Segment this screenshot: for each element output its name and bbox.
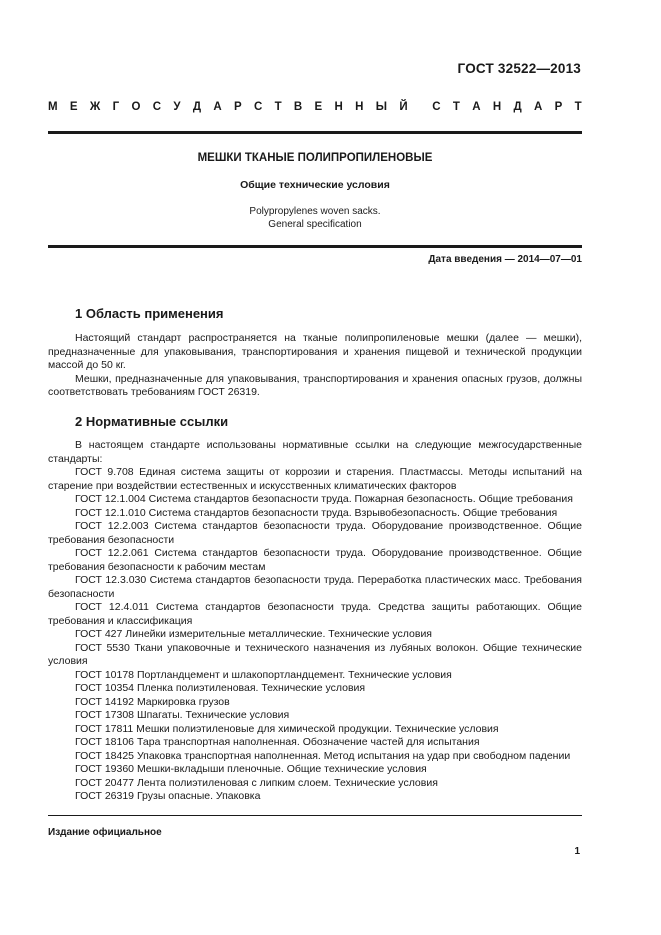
reference-item: ГОСТ 14192 Маркировка грузов [75, 695, 230, 708]
english-title [48, 206, 582, 231]
section-heading: 2 Нормативные ссылки [75, 414, 229, 429]
section-heading: 1 Область применения [75, 306, 224, 321]
document-title: МЕШКИ ТКАНЫЕ ПОЛИПРОПИЛЕНОВЫЕ [197, 152, 433, 164]
banner-letter: Е [314, 101, 323, 113]
banner-letter: Р [233, 101, 242, 113]
reference-item: ГОСТ 20477 Лента полиэтиленовая с липким слоем. Технические условия [75, 776, 438, 789]
document-subtitle: Общие технические условия [240, 179, 390, 191]
banner-letter: Н [492, 101, 502, 113]
banner-letter: Е [69, 101, 78, 113]
paragraph: Настоящий стандарт распространяется на тканые полипропиленовые мешки (далее — мешки), предназначенные для упаковывания, транспортирования и хранения пищевой и технической продукции массой до 50 кг. [48, 332, 582, 371]
reference-item: ГОСТ 12.4.011 Система стандартов безопасности труда. Средства защиты работающих. Общие требования и классификация [48, 601, 582, 627]
reference-item: ГОСТ 26319 Грузы опасные. Упаковка [75, 790, 261, 802]
reference-item: ГОСТ 17811 Мешки полиэтиленовые для химической продукции. Технические условия [75, 722, 499, 735]
reference-item: ГОСТ 17308 Шпагаты. Технические условия [75, 709, 290, 721]
banner-letter: А [213, 101, 222, 113]
banner-letter: Ж [89, 101, 101, 113]
section-body [48, 439, 582, 804]
banner-letter: Н [334, 101, 343, 113]
banner-letter: В [293, 101, 303, 113]
reference-item: ГОСТ 12.1.004 Система стандартов безопасности труда. Пожарная безопасность. Общие требования [75, 493, 573, 505]
reference-item: ГОСТ 10354 Пленка полиэтиленовая. Технические условия [75, 682, 366, 694]
banner-letter: Г [112, 101, 120, 113]
reference-item: ГОСТ 10178 Портландцемент и шлакопортландцемент. Технические условия [75, 668, 452, 681]
paragraph: Мешки, предназначенные для упаковывания, транспортирования и хранения опасных грузов, должны соответствовать требованиям ГОСТ 26319. [48, 372, 582, 398]
reference-item: ГОСТ 18425 Упаковка транспортная наполненная. Метод испытания на удар при свободном падении [75, 749, 571, 762]
english-title-line: General specification [268, 218, 362, 230]
section-body [48, 332, 582, 400]
banner-letter: Т [274, 101, 282, 113]
banner-letter: Р [554, 101, 563, 113]
page-number: 1 [574, 846, 580, 857]
reference-item: ГОСТ 12.1.010 Система стандартов безопасности труда. Взрывобезопасность. Общие требования [75, 506, 558, 519]
banner-letter: Т [574, 101, 582, 113]
reference-item: ГОСТ 18106 Тара транспортная наполненная. Обозначение частей для испытания [75, 736, 480, 748]
banner-letter: Д [513, 101, 522, 113]
top-divider [48, 131, 582, 134]
reference-item: ГОСТ 12.3.030 Система стандартов безопасности труда. Переработка пластических масс. Требования безопасности [48, 574, 582, 600]
banner-letter: С [432, 101, 441, 113]
banner-letter: С [253, 101, 263, 113]
banner-letter: Ы [375, 101, 388, 113]
footer-divider [48, 815, 582, 816]
official-edition-label: Издание официальное [48, 827, 162, 838]
banner-letter: Н [355, 101, 364, 113]
banner-letter: У [173, 101, 181, 113]
banner-letter: Т [452, 101, 460, 113]
gost-code: ГОСТ 32522—2013 [457, 61, 581, 76]
banner-letter: А [533, 101, 543, 113]
banner-letter: О [131, 101, 141, 113]
introduction-date: Дата введения — 2014—07—01 [428, 254, 582, 265]
banner-letter: А [472, 101, 481, 113]
interstate-standard-banner [48, 101, 582, 113]
reference-item: ГОСТ 9.708 Единая система защиты от коррозии и старения. Пластмассы. Методы испытаний на старение при воздействии естественных и искусственных климатических факторов [48, 466, 582, 492]
banner-letter: Д [192, 101, 202, 113]
reference-item: ГОСТ 19360 Мешки-вкладыши пленочные. Общие технические условия [75, 763, 427, 775]
reference-item: ГОСТ 5530 Ткани упаковочные и технического назначения из лубяных волокон. Общие технические условия [48, 641, 582, 667]
reference-item: ГОСТ 427 Линейки измерительные металлические. Технические условия [75, 628, 432, 640]
reference-item: ГОСТ 12.2.061 Система стандартов безопасности труда. Оборудование производственное. Общие требования безопасности к рабочим местам [48, 547, 582, 573]
title-divider [48, 245, 582, 248]
paragraph: В настоящем стандарте использованы нормативные ссылки на следующие межгосударственные стандарты: [48, 439, 582, 465]
english-title-line: Polypropylenes woven sacks. [249, 206, 381, 217]
reference-item: ГОСТ 12.2.003 Система стандартов безопасности труда. Оборудование производственное. Общие требования безопасности [48, 520, 582, 546]
banner-letter: С [152, 101, 162, 113]
banner-letter: Й [399, 101, 408, 113]
banner-letter: М [48, 101, 58, 113]
